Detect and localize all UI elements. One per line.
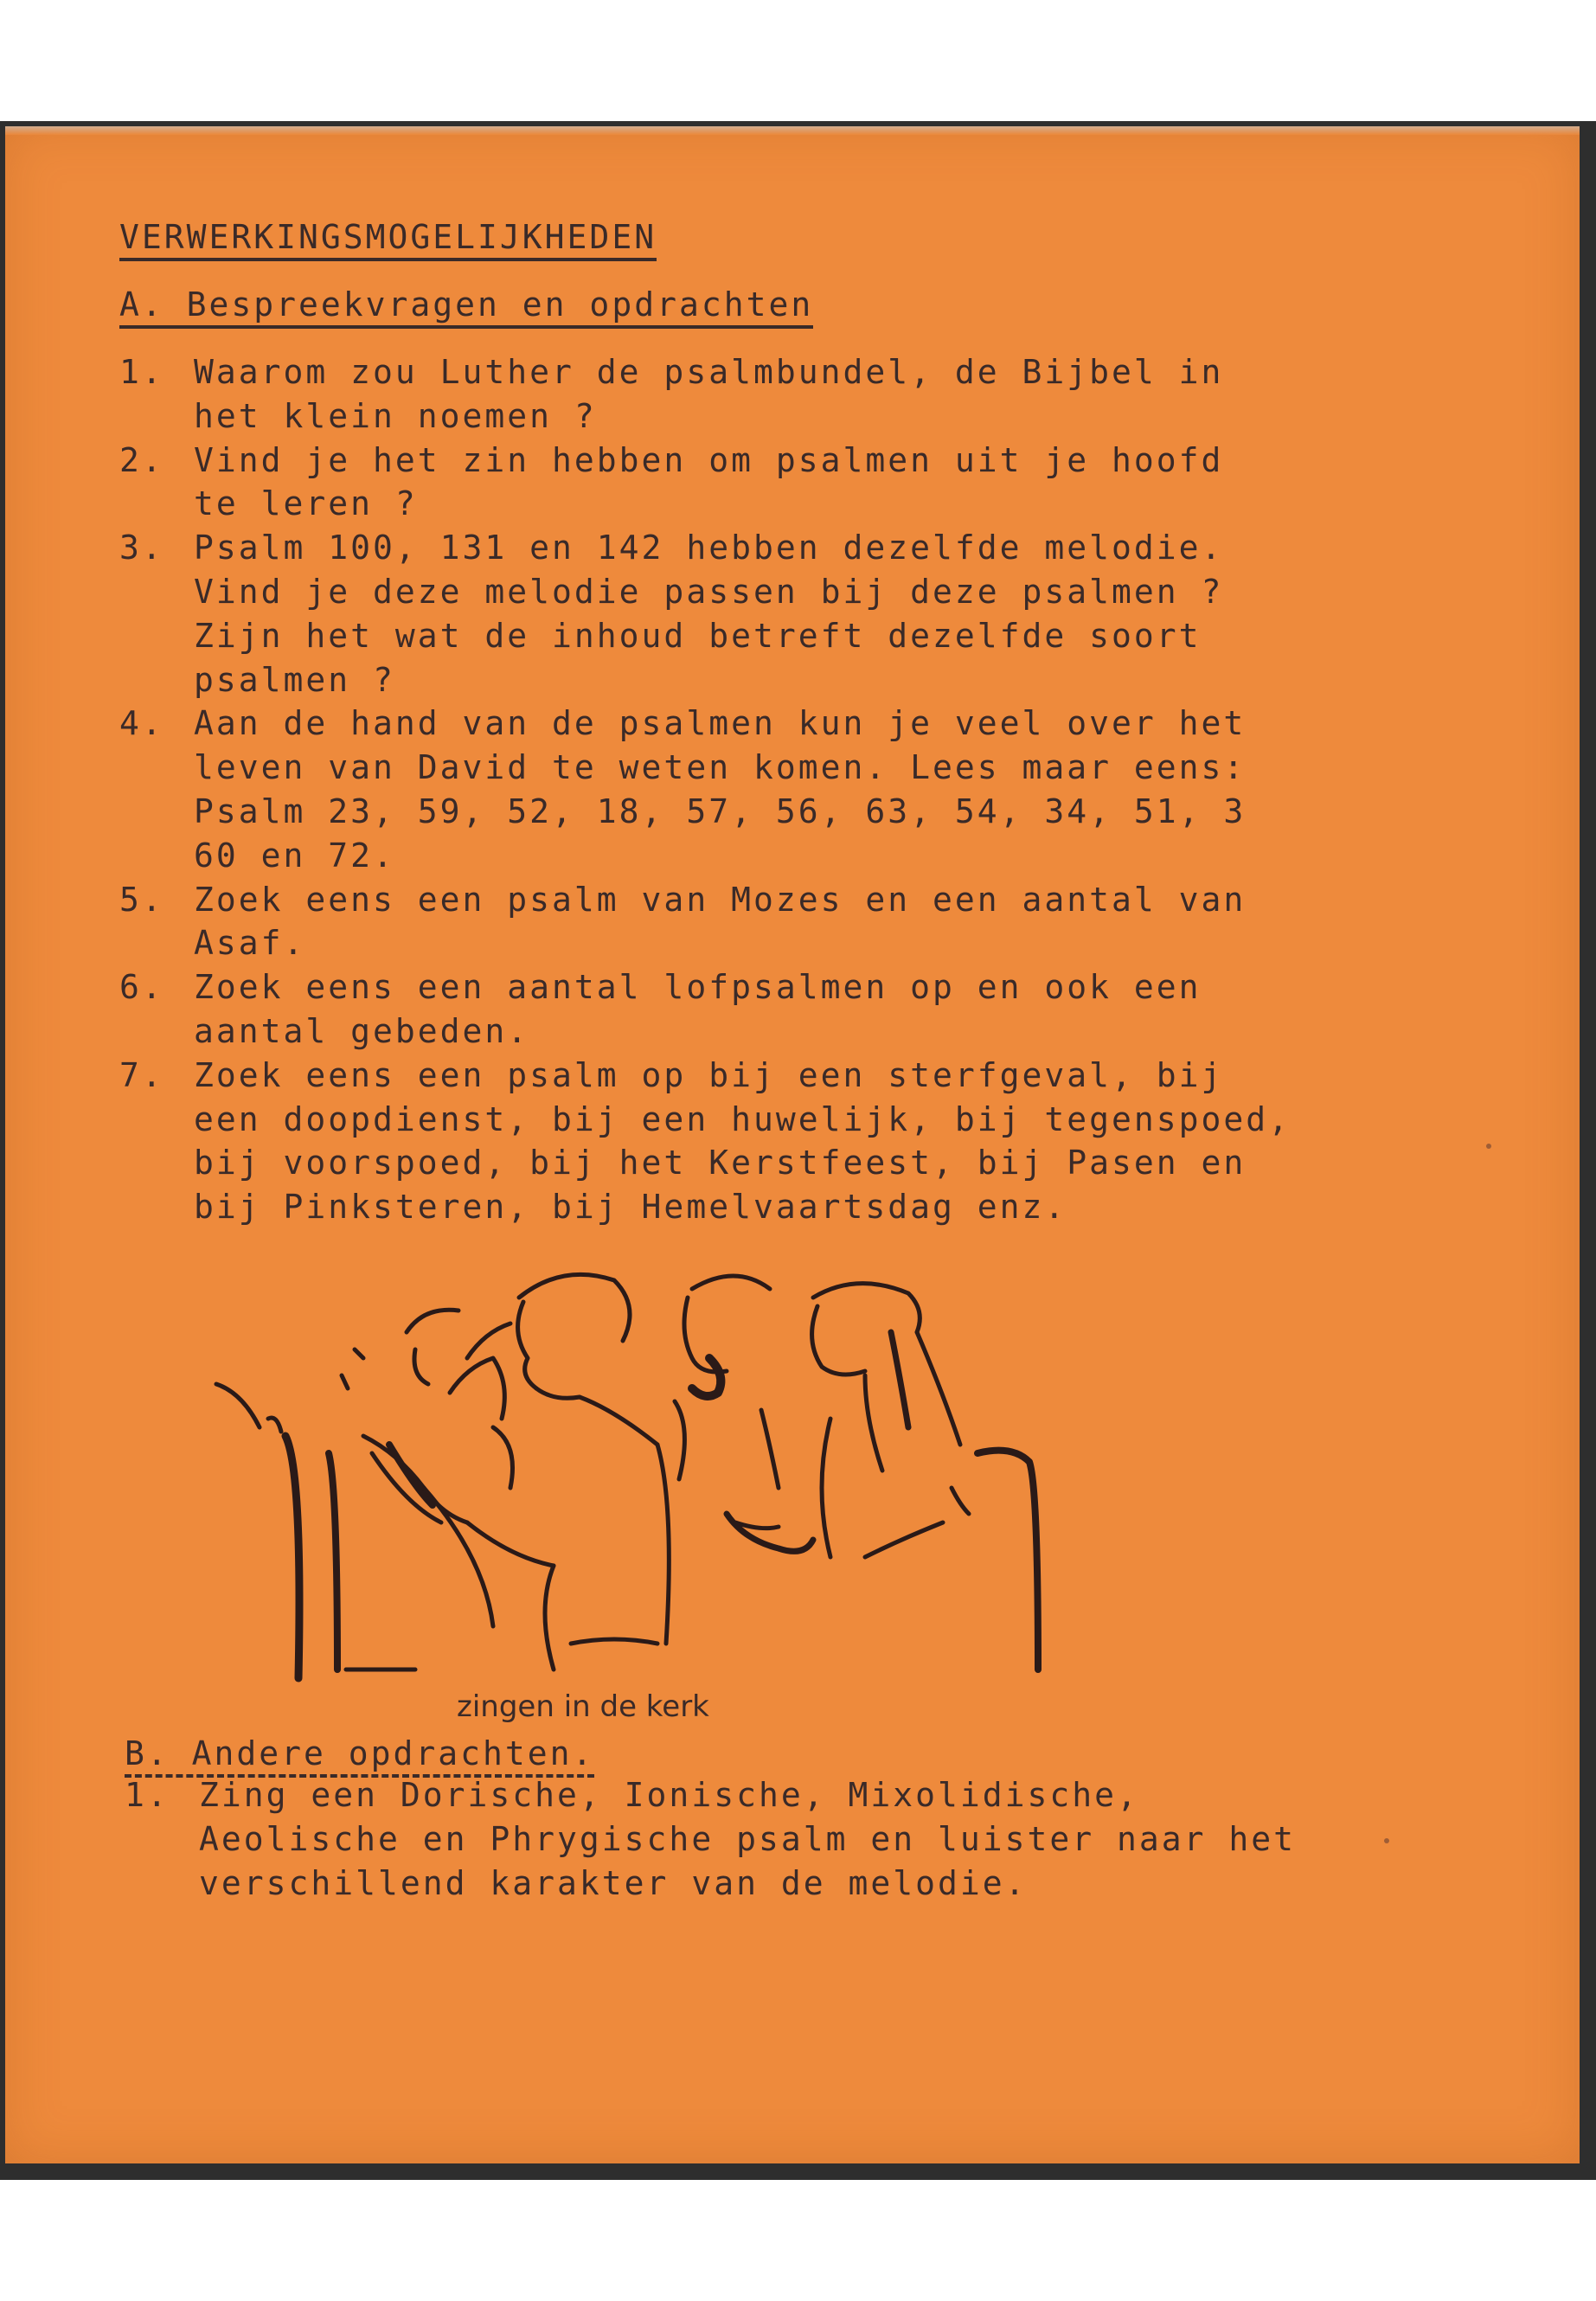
list-item (119, 965, 1417, 1054)
list-item (119, 439, 1417, 527)
item-text: Zing een Dorische, Ionische, Mixolidische, Aeolische en Phrygische psalm en luister naar het verschillend karakter van de melodie. (199, 1776, 1297, 1902)
item-text: Psalm 100, 131 en 142 hebben dezelfde melodie. Vind je deze melodie passen bij deze psalmen ? Zijn het wat de inhoud betreft dezelfde soort psalmen ? (194, 529, 1224, 699)
page-title: VERWERKINGSMOGELIJKHEDEN (119, 218, 657, 261)
item-text: Zoek eens een aantal lofpsalmen op en ook een aantal gebeden. (194, 968, 1202, 1050)
illustration-caption: zingen in de kerk (457, 1689, 709, 1724)
item-number: 4. (119, 704, 164, 743)
section-b-list (125, 1773, 1439, 1905)
list-item (119, 878, 1417, 966)
item-text: Vind je het zin hebben om psalmen uit je hoofd te leren ? (194, 440, 1224, 523)
list-item (119, 702, 1417, 877)
item-number: 7. (119, 1055, 164, 1094)
item-number: 3. (119, 529, 164, 567)
item-number: 2. (119, 440, 164, 479)
list-item (125, 1773, 1439, 1905)
section-a-list (119, 350, 1417, 1229)
list-item (119, 526, 1417, 702)
paper-speck (1384, 1838, 1389, 1843)
item-text: Zoek eens een psalm van Mozes en een aantal van Asaf. (194, 880, 1247, 963)
item-text: Waarom zou Luther de psalmbundel, de Bijbel in het klein noemen ? (194, 353, 1224, 435)
paper-speck (1486, 1144, 1491, 1149)
list-item (119, 350, 1417, 439)
item-number: 1. (119, 353, 164, 391)
section-b-heading: B. Andere opdrachten. (125, 1734, 594, 1778)
item-number: 5. (119, 880, 164, 919)
sheet-shadow (5, 126, 1580, 135)
item-number: 1. (125, 1776, 170, 1814)
section-a-heading: A. Bespreekvragen en opdrachten (119, 285, 813, 329)
item-number: 6. (119, 968, 164, 1007)
list-item (119, 1054, 1417, 1229)
item-text: Zoek eens een psalm op bij een sterfgeval, bij een doopdienst, bij een huwelijk, bij tegenspoed, bij voorspoed, bij het Kerstfeest, bij Pasen en bij Pinksteren, bij Hemelvaartsdag enz. (194, 1055, 1292, 1227)
church-singers-illustration (208, 1228, 1116, 1695)
item-text: Aan de hand van de psalmen kun je veel over het leven van David te weten komen. Lees maar eens: Psalm 23, 59, 52, 18, 57, 56, 63, 54, 34, 51, 3 60 en 72. (194, 704, 1247, 875)
